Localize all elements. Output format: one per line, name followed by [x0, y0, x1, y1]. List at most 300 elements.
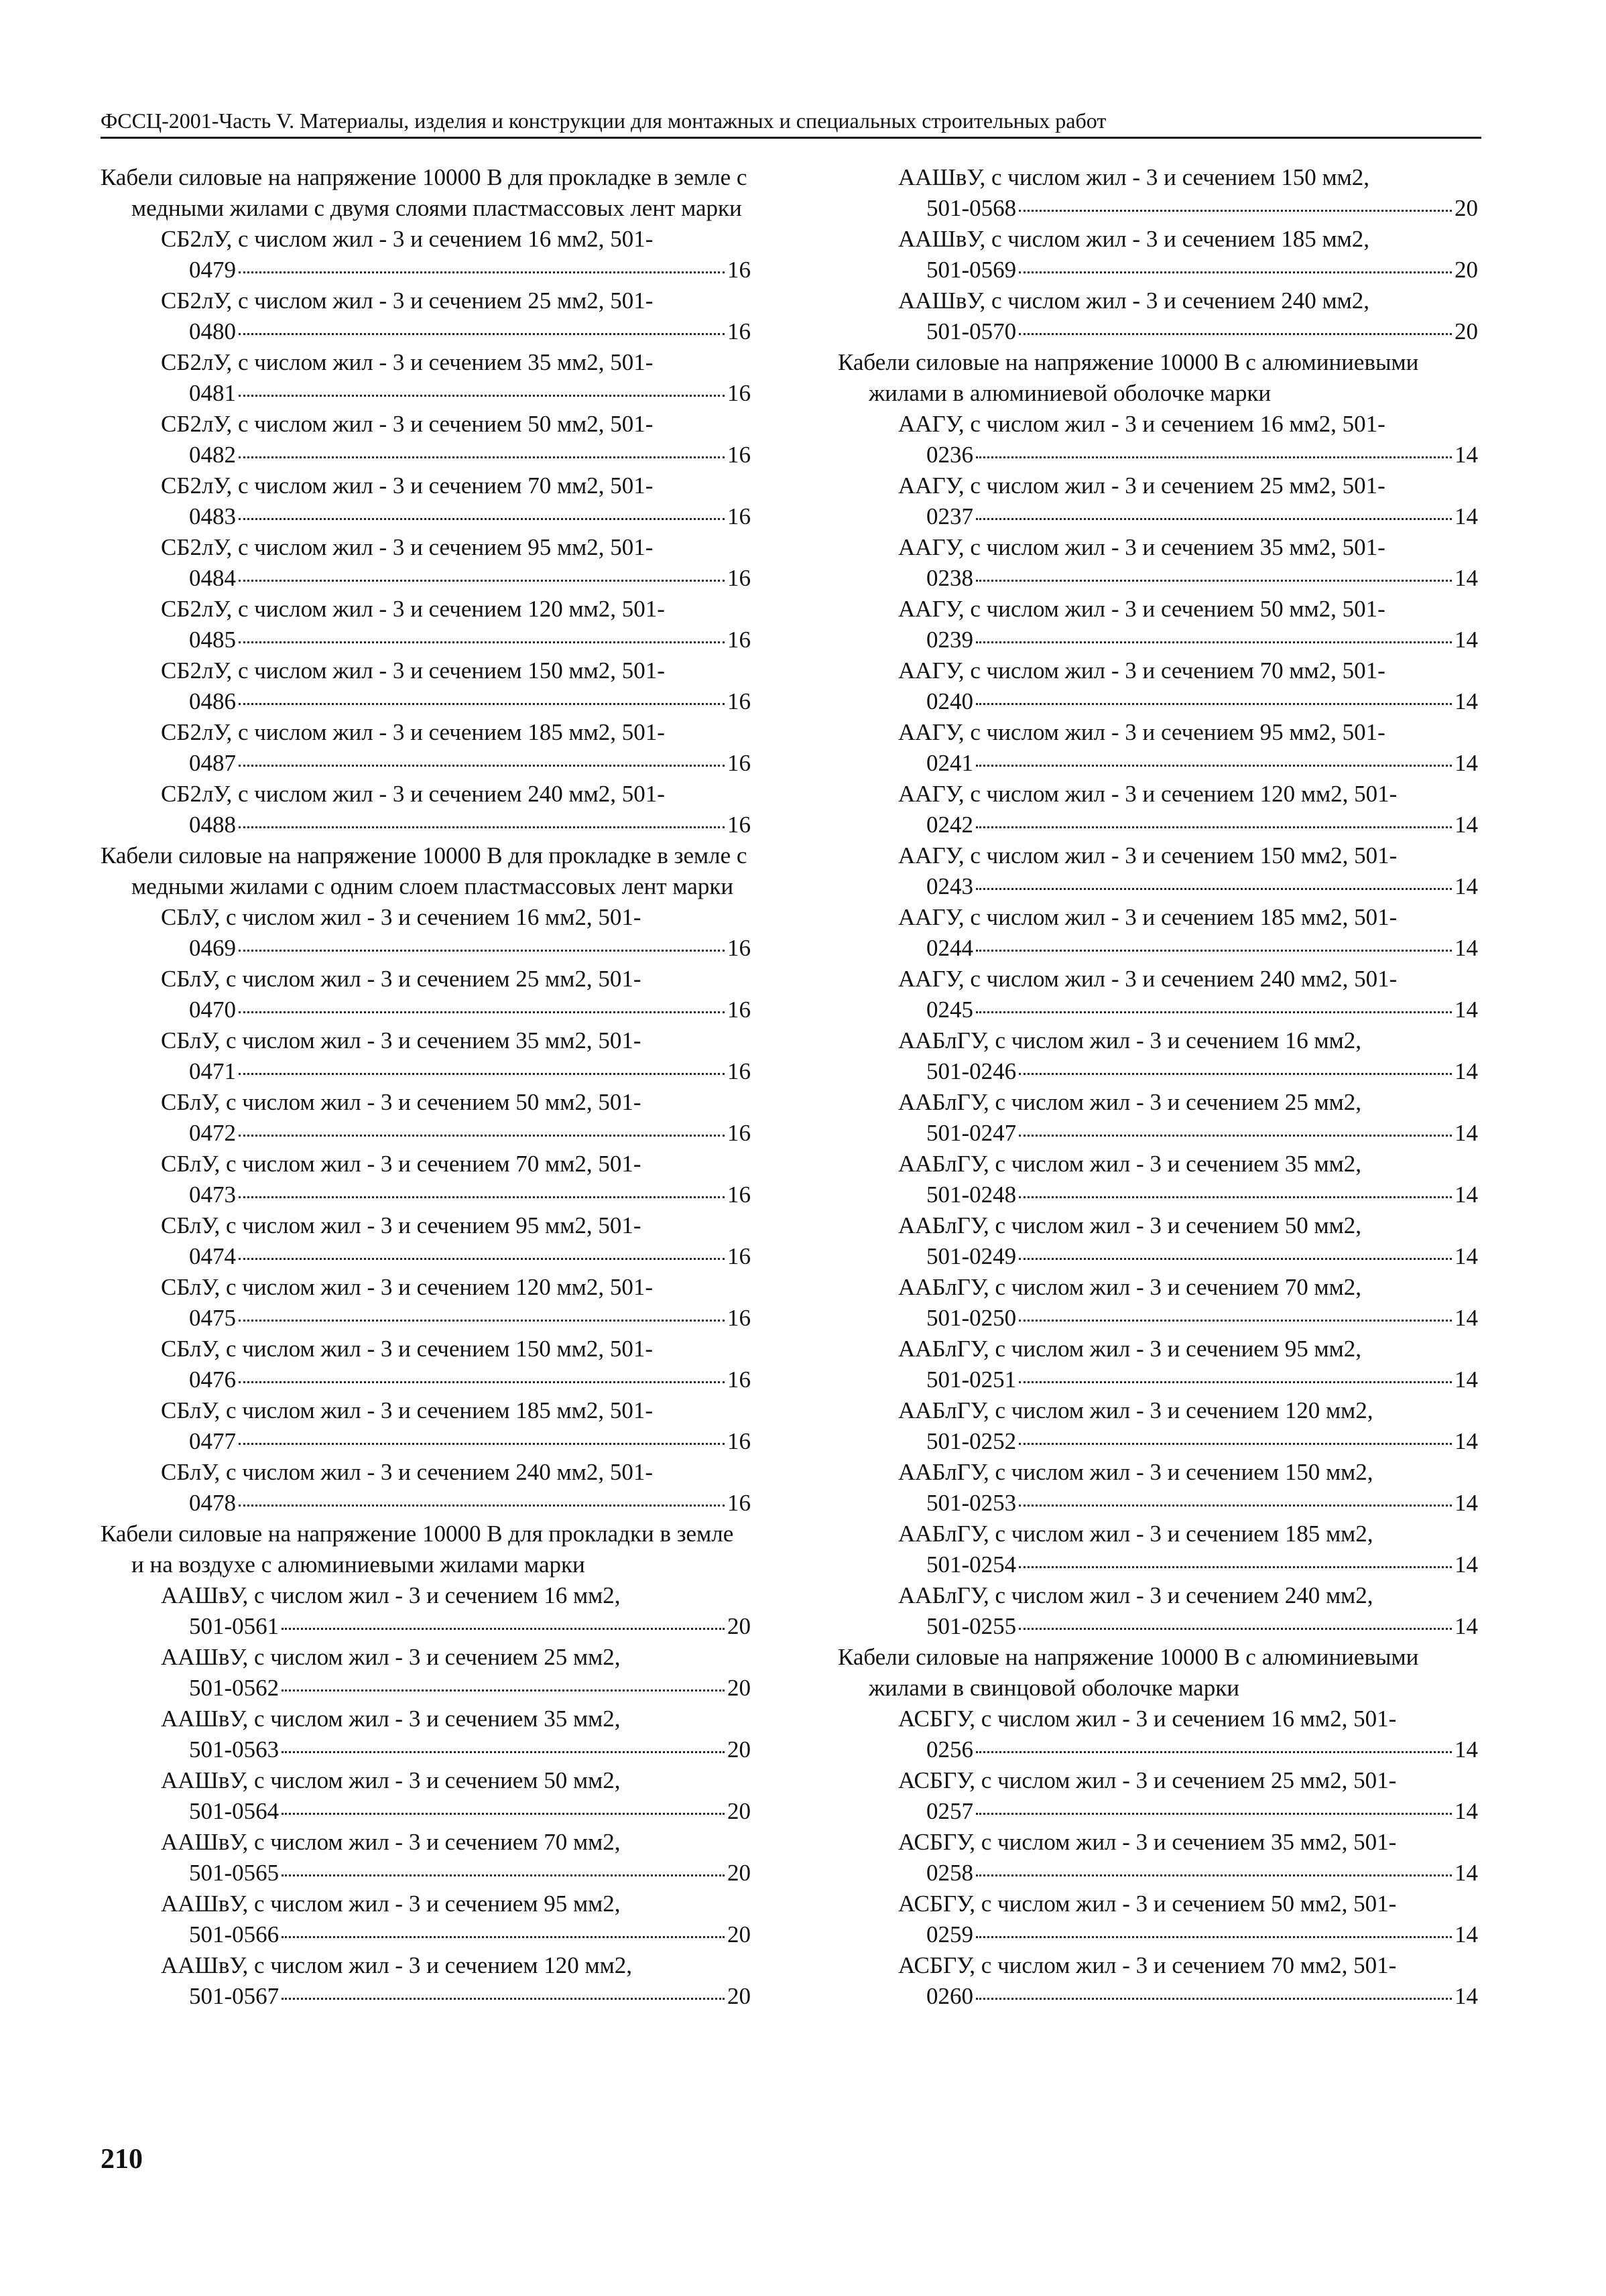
entry-code-line: [161, 810, 751, 840]
entry-code-line: [898, 563, 1478, 594]
entry-title: ААШвУ, с числом жил - 3 и сечением 70 мм2,: [161, 1829, 621, 1855]
index-entry: [838, 162, 1478, 224]
entry-code-line: [898, 193, 1478, 224]
index-entry: [838, 1950, 1478, 2012]
entry-title: АСБГУ, с числом жил - 3 и сечением 70 мм2, 501-: [898, 1952, 1397, 1978]
entry-page: 14: [1455, 503, 1478, 529]
dot-leader: [239, 1011, 725, 1013]
dot-leader: [1019, 1566, 1452, 1568]
entry-code: 0487: [189, 750, 236, 776]
entry-code-line: [161, 1241, 751, 1272]
entry-code: 501-0562: [189, 1675, 280, 1701]
entry-page: 20: [727, 1921, 751, 1948]
entry-code-line: [161, 1303, 751, 1334]
entry-title: ААШвУ, с числом жил - 3 и сечением 35 мм2,: [161, 1706, 621, 1732]
index-entry: [838, 655, 1478, 717]
entry-page: 16: [727, 1120, 751, 1146]
entry-code-line: [898, 1303, 1478, 1334]
entry-title: СБлУ, с числом жил - 3 и сечением 185 мм2, 501-: [161, 1397, 653, 1423]
index-entry: [101, 1087, 751, 1149]
entry-title: АСБГУ, с числом жил - 3 и сечением 16 мм2, 501-: [898, 1706, 1397, 1732]
entry-code-line: [161, 440, 751, 470]
entry-code: 0241: [926, 750, 973, 776]
dot-leader: [239, 1381, 725, 1383]
entry-code-line: [161, 995, 751, 1025]
entry-code: 501-0566: [189, 1921, 280, 1948]
entry-code-line: [161, 1118, 751, 1149]
entry-page: 20: [1455, 195, 1478, 221]
entry-title: ААБлГУ, с числом жил - 3 и сечением 70 мм2,: [898, 1274, 1362, 1300]
entry-code-line: [898, 1118, 1478, 1149]
entry-title: ААГУ, с числом жил - 3 и сечением 185 мм2, 501-: [898, 904, 1398, 930]
entry-code-line: [898, 1426, 1478, 1457]
entry-code: 0473: [189, 1182, 236, 1208]
entry-code: 0486: [189, 688, 236, 714]
entry-code: 0240: [926, 688, 973, 714]
entry-page: 14: [1455, 1305, 1478, 1331]
entry-code: 0482: [189, 442, 236, 468]
entry-page: 14: [1455, 1182, 1478, 1208]
entry-code: 0478: [189, 1490, 236, 1516]
entry-title: СБ2лУ, с числом жил - 3 и сечением 70 мм2, 501-: [161, 472, 654, 499]
entry-page: 16: [727, 1305, 751, 1331]
dot-leader: [976, 456, 1452, 458]
entry-page: 14: [1455, 1058, 1478, 1084]
dot-leader: [282, 1813, 725, 1815]
dot-leader: [239, 1443, 725, 1445]
index-group-heading: Кабели силовые на напряжение 10000 В с алюминиевыми жилами в алюминиевой оболочке марки: [838, 349, 1419, 406]
entry-title: ААГУ, с числом жил - 3 и сечением 25 мм2, 501-: [898, 472, 1385, 499]
entry-title: СБ2лУ, с числом жил - 3 и сечением 16 мм2, 501-: [161, 226, 654, 252]
index-entry: [838, 1395, 1478, 1457]
dot-leader: [976, 1874, 1452, 1876]
index-entry: [838, 1149, 1478, 1210]
entry-code: 0236: [926, 442, 973, 468]
entry-page: 14: [1455, 1860, 1478, 1886]
dot-leader: [1019, 1073, 1452, 1075]
index-entry: [838, 1580, 1478, 1642]
entry-page: 16: [727, 318, 751, 344]
entry-title: ААШвУ, с числом жил - 3 и сечением 120 мм2,: [161, 1952, 633, 1978]
entry-code: 501-0248: [926, 1182, 1017, 1208]
entry-title: ААШвУ, с числом жил - 3 и сечением 25 мм2,: [161, 1644, 621, 1670]
entry-page: 16: [727, 750, 751, 776]
entry-code: 501-0251: [926, 1366, 1017, 1393]
index-entry: [101, 1025, 751, 1087]
entry-code: 0479: [189, 257, 236, 283]
index-entry: [838, 1519, 1478, 1580]
entry-title: ААШвУ, с числом жил - 3 и сечением 95 мм2,: [161, 1891, 621, 1917]
entry-title: ААГУ, с числом жил - 3 и сечением 50 мм2, 501-: [898, 596, 1385, 622]
entry-code: 0470: [189, 997, 236, 1023]
entry-page: 14: [1455, 565, 1478, 591]
entry-code: 501-0255: [926, 1613, 1017, 1639]
entry-title: ААГУ, с числом жил - 3 и сечением 16 мм2, 501-: [898, 411, 1385, 437]
entry-page: 16: [727, 688, 751, 714]
entry-code-line: [898, 1241, 1478, 1272]
entry-code: 0483: [189, 503, 236, 529]
entry-code-line: [161, 1364, 751, 1395]
entry-code-line: [898, 501, 1478, 532]
entry-page: 14: [1455, 812, 1478, 838]
entry-title: СБлУ, с числом жил - 3 и сечением 150 мм2, 501-: [161, 1336, 653, 1362]
index-entry: [101, 594, 751, 655]
entry-page: 14: [1455, 1798, 1478, 1824]
index-entry: [101, 224, 751, 285]
entry-title: СБ2лУ, с числом жил - 3 и сечением 120 мм2, 501-: [161, 596, 665, 622]
entry-code: 0480: [189, 318, 236, 344]
entry-title: ААШвУ, с числом жил - 3 и сечением 16 мм2,: [161, 1582, 621, 1608]
entry-code: 501-0247: [926, 1120, 1017, 1146]
entry-code: 0477: [189, 1428, 236, 1454]
entry-page: 20: [727, 1613, 751, 1639]
entry-page: 14: [1455, 1243, 1478, 1269]
entry-code-line: [898, 995, 1478, 1025]
entry-code: 0237: [926, 503, 973, 529]
index-entry: [838, 779, 1478, 840]
entry-title: СБлУ, с числом жил - 3 и сечением 35 мм2, 501-: [161, 1027, 641, 1054]
entry-title: ААГУ, с числом жил - 3 и сечением 120 мм2, 501-: [898, 781, 1398, 807]
index-entry: [101, 1272, 751, 1334]
entry-code-line: [161, 1919, 751, 1950]
entry-code-line: [161, 316, 751, 347]
entry-code-line: [898, 933, 1478, 964]
dot-leader: [976, 950, 1452, 952]
entry-code-line: [898, 1981, 1478, 2012]
entry-page: 14: [1455, 1736, 1478, 1763]
entry-title: ААГУ, с числом жил - 3 и сечением 95 мм2, 501-: [898, 719, 1385, 745]
index-entry: [838, 532, 1478, 594]
entry-code: 501-0253: [926, 1490, 1017, 1516]
entry-code-line: [161, 933, 751, 964]
entry-code: 501-0246: [926, 1058, 1017, 1084]
entry-code: 0474: [189, 1243, 236, 1269]
entry-title: ААШвУ, с числом жил - 3 и сечением 185 мм2,: [898, 226, 1370, 252]
dot-leader: [239, 456, 725, 458]
entry-title: СБлУ, с числом жил - 3 и сечением 16 мм2, 501-: [161, 904, 641, 930]
entry-code-line: [161, 1056, 751, 1087]
index-entry: [838, 1827, 1478, 1889]
entry-code-line: [898, 440, 1478, 470]
entry-page: 20: [1455, 257, 1478, 283]
entry-title: СБ2лУ, с числом жил - 3 и сечением 35 мм2, 501-: [161, 349, 654, 375]
dot-leader: [976, 580, 1452, 582]
entry-page: 16: [727, 442, 751, 468]
entry-page: 16: [727, 503, 751, 529]
entry-code-line: [161, 1488, 751, 1519]
dot-leader: [1019, 271, 1452, 273]
index-entry: [101, 1827, 751, 1889]
entry-title: ААБлГУ, с числом жил - 3 и сечением 50 мм2,: [898, 1212, 1362, 1238]
entry-code-line: [161, 255, 751, 285]
entry-page: 20: [727, 1736, 751, 1763]
entry-code: 0471: [189, 1058, 236, 1084]
dot-leader: [239, 1258, 725, 1260]
entry-title: ААБлГУ, с числом жил - 3 и сечением 150 мм2,: [898, 1459, 1373, 1485]
index-entry: [101, 1889, 751, 1950]
entry-page: 14: [1455, 1490, 1478, 1516]
entry-code: 0484: [189, 565, 236, 591]
entry-page: 16: [727, 812, 751, 838]
entry-page: 20: [727, 1983, 751, 2009]
dot-leader: [976, 826, 1452, 828]
entry-code-line: [898, 1488, 1478, 1519]
entry-code-line: [898, 316, 1478, 347]
entry-code: 0258: [926, 1860, 973, 1886]
index-entry: [838, 1334, 1478, 1395]
dot-leader: [976, 1011, 1452, 1013]
entry-code-line: [161, 1858, 751, 1889]
entry-page: 14: [1455, 1366, 1478, 1393]
index-entry: [101, 717, 751, 779]
entry-page: 14: [1455, 1428, 1478, 1454]
entry-code: 0257: [926, 1798, 973, 1824]
entry-page: 16: [727, 1182, 751, 1208]
entry-page: 16: [727, 1243, 751, 1269]
index-entry: [101, 1950, 751, 2012]
dot-leader: [239, 1135, 725, 1137]
index-entry: [838, 1210, 1478, 1272]
entry-code: 501-0561: [189, 1613, 280, 1639]
entry-page: 14: [1455, 1613, 1478, 1639]
index-entry: [101, 1149, 751, 1210]
entry-title: ААГУ, с числом жил - 3 и сечением 240 мм2, 501-: [898, 966, 1398, 992]
entry-title: СБлУ, с числом жил - 3 и сечением 120 мм2, 501-: [161, 1274, 653, 1300]
dot-leader: [239, 333, 725, 335]
entry-page: 14: [1455, 1921, 1478, 1948]
entry-page: 16: [727, 1490, 751, 1516]
index-entry: [101, 1580, 751, 1642]
index-entry: [101, 1704, 751, 1765]
entry-code: 0488: [189, 812, 236, 838]
entry-code-line: [898, 1858, 1478, 1889]
dot-leader: [1019, 1381, 1452, 1383]
entry-page: 14: [1455, 627, 1478, 653]
dot-leader: [976, 641, 1452, 643]
entry-title: ААБлГУ, с числом жил - 3 и сечением 95 мм2,: [898, 1336, 1362, 1362]
entry-title: АСБГУ, с числом жил - 3 и сечением 35 мм2, 501-: [898, 1829, 1397, 1855]
index-entry: [101, 964, 751, 1025]
index-entry: [101, 779, 751, 840]
index-entry: [838, 1457, 1478, 1519]
index-column-right: [838, 162, 1478, 2012]
dot-leader: [976, 1936, 1452, 1938]
entry-title: ААШвУ, с числом жил - 3 и сечением 50 мм2,: [161, 1767, 621, 1793]
entry-code: 501-0565: [189, 1860, 280, 1886]
index-entry: [838, 285, 1478, 347]
entry-page: 16: [727, 1428, 751, 1454]
entry-page: 14: [1455, 1983, 1478, 2009]
entry-code-line: [898, 625, 1478, 655]
dot-leader: [1019, 1258, 1452, 1260]
entry-code-line: [161, 501, 751, 532]
index-entry: [838, 1025, 1478, 1087]
index-group-heading: Кабели силовые на напряжение 10000 В для прокладке в земле с медными жилами с двумя слоями пластмассовых лент марки: [101, 164, 747, 221]
entry-code-line: [898, 748, 1478, 779]
entry-page: 16: [727, 257, 751, 283]
entry-code-line: [161, 625, 751, 655]
entry-page: 20: [1455, 318, 1478, 344]
entry-code-line: [161, 748, 751, 779]
entry-code: 0242: [926, 812, 973, 838]
entry-code: 0243: [926, 873, 973, 899]
entry-code: 501-0569: [926, 257, 1017, 283]
dot-leader: [282, 1628, 725, 1630]
entry-code: 0238: [926, 565, 973, 591]
entry-code-line: [161, 686, 751, 717]
entry-page: 14: [1455, 442, 1478, 468]
index-entry: [838, 1765, 1478, 1827]
entry-title: ААГУ, с числом жил - 3 и сечением 35 мм2, 501-: [898, 534, 1385, 560]
index-entry: [101, 470, 751, 532]
dot-leader: [976, 1751, 1452, 1753]
entry-page: 14: [1455, 1551, 1478, 1578]
dot-leader: [239, 1073, 725, 1075]
entry-code-line: [898, 686, 1478, 717]
index-entry: [838, 224, 1478, 285]
entry-title: СБ2лУ, с числом жил - 3 и сечением 150 мм2, 501-: [161, 657, 665, 684]
entry-code-line: [161, 1796, 751, 1827]
entry-code: 501-0250: [926, 1305, 1017, 1331]
entry-code: 0472: [189, 1120, 236, 1146]
index-entry: [101, 285, 751, 347]
index-entry: [101, 1765, 751, 1827]
entry-code: 0469: [189, 935, 236, 961]
dot-leader: [239, 518, 725, 520]
entry-title: ААБлГУ, с числом жил - 3 и сечением 25 мм2,: [898, 1089, 1362, 1115]
entry-code-line: [898, 810, 1478, 840]
entry-page: 20: [727, 1798, 751, 1824]
index-entry: [101, 1395, 751, 1457]
entry-code: 501-0563: [189, 1736, 280, 1763]
entry-code-line: [898, 1179, 1478, 1210]
entry-page: 14: [1455, 935, 1478, 961]
dot-leader: [976, 518, 1452, 520]
dot-leader: [1019, 210, 1452, 212]
entry-code: 501-0570: [926, 318, 1017, 344]
entry-page: 16: [727, 380, 751, 406]
entry-code-line: [161, 563, 751, 594]
entry-code-line: [898, 1734, 1478, 1765]
dot-leader: [1019, 1628, 1452, 1630]
entry-code-line: [898, 1611, 1478, 1642]
dot-leader: [239, 580, 725, 582]
index-entry: [101, 902, 751, 964]
index-entry: [101, 1457, 751, 1519]
entry-title: ААБлГУ, с числом жил - 3 и сечением 240 мм2,: [898, 1582, 1373, 1608]
entry-title: СБлУ, с числом жил - 3 и сечением 95 мм2, 501-: [161, 1212, 641, 1238]
dot-leader: [282, 1874, 725, 1876]
entry-page: 14: [1455, 1120, 1478, 1146]
entry-code: 0256: [926, 1736, 973, 1763]
entry-title: ААШвУ, с числом жил - 3 и сечением 240 мм2,: [898, 288, 1370, 314]
index-entry: [101, 655, 751, 717]
dot-leader: [239, 641, 725, 643]
entry-code: 0260: [926, 1983, 973, 2009]
entry-code-line: [898, 255, 1478, 285]
dot-leader: [239, 1505, 725, 1507]
dot-leader: [976, 888, 1452, 890]
entry-code: 0239: [926, 627, 973, 653]
index-entry: [101, 347, 751, 409]
entry-code: 0476: [189, 1366, 236, 1393]
entry-code-line: [898, 1364, 1478, 1395]
entry-title: ААГУ, с числом жил - 3 и сечением 150 мм2, 501-: [898, 842, 1398, 869]
dot-leader: [282, 1936, 725, 1938]
entry-title: СБ2лУ, с числом жил - 3 и сечением 240 мм2, 501-: [161, 781, 665, 807]
index-entry: [838, 1889, 1478, 1950]
entry-code-line: [161, 1734, 751, 1765]
entry-page: 14: [1455, 688, 1478, 714]
entry-title: СБ2лУ, с числом жил - 3 и сечением 185 мм2, 501-: [161, 719, 665, 745]
entry-code-line: [161, 1611, 751, 1642]
entry-page: 16: [727, 565, 751, 591]
dot-leader: [282, 1689, 725, 1692]
entry-page: 20: [727, 1860, 751, 1886]
dot-leader: [282, 1998, 725, 2000]
entry-code: 501-0564: [189, 1798, 280, 1824]
dot-leader: [239, 826, 725, 828]
entry-code: 501-0567: [189, 1983, 280, 2009]
entry-page: 20: [727, 1675, 751, 1701]
dot-leader: [1019, 1135, 1452, 1137]
entry-title: ААШвУ, с числом жил - 3 и сечением 150 мм2,: [898, 164, 1370, 190]
entry-code: 0245: [926, 997, 973, 1023]
index-entry: [101, 1334, 751, 1395]
index-entry: [101, 1210, 751, 1272]
entry-code: 501-0252: [926, 1428, 1017, 1454]
entry-code: 0244: [926, 935, 973, 961]
index-entry: [838, 1704, 1478, 1765]
dot-leader: [976, 1998, 1452, 2000]
entry-title: ААБлГУ, с числом жил - 3 и сечением 16 мм2,: [898, 1027, 1362, 1054]
entry-page: 14: [1455, 750, 1478, 776]
entry-title: СБлУ, с числом жил - 3 и сечением 50 мм2, 501-: [161, 1089, 641, 1115]
dot-leader: [239, 703, 725, 705]
index-entry: [838, 594, 1478, 655]
entry-title: АСБГУ, с числом жил - 3 и сечением 50 мм2, 501-: [898, 1891, 1397, 1917]
entry-title: СБлУ, с числом жил - 3 и сечением 70 мм2, 501-: [161, 1151, 641, 1177]
entry-code: 501-0254: [926, 1551, 1017, 1578]
entry-page: 16: [727, 627, 751, 653]
dot-leader: [239, 950, 725, 952]
index-entry: [838, 717, 1478, 779]
entry-page: 14: [1455, 997, 1478, 1023]
dot-leader: [239, 765, 725, 767]
index-entry: [838, 902, 1478, 964]
index-entry: [838, 470, 1478, 532]
entry-title: ААБлГУ, с числом жил - 3 и сечением 120 мм2,: [898, 1397, 1373, 1423]
dot-leader: [1019, 1320, 1452, 1322]
index-entry: [838, 1087, 1478, 1149]
index-entry: [838, 1272, 1478, 1334]
entry-title: СБ2лУ, с числом жил - 3 и сечением 95 мм2, 501-: [161, 534, 654, 560]
entry-code-line: [898, 1796, 1478, 1827]
dot-leader: [239, 271, 725, 273]
entry-title: СБлУ, с числом жил - 3 и сечением 25 мм2, 501-: [161, 966, 641, 992]
entry-title: АСБГУ, с числом жил - 3 и сечением 25 мм2, 501-: [898, 1767, 1397, 1793]
entry-page: 16: [727, 935, 751, 961]
page-header: ФССЦ-2001-Часть V. Материалы, изделия и конструкции для монтажных и специальных строительных работ: [101, 107, 1481, 139]
dot-leader: [1019, 333, 1452, 335]
index-entry: [101, 409, 751, 470]
entry-code-line: [161, 1179, 751, 1210]
entry-code: 0485: [189, 627, 236, 653]
entry-title: СБлУ, с числом жил - 3 и сечением 240 мм2, 501-: [161, 1459, 653, 1485]
entry-code-line: [898, 871, 1478, 902]
index-entry: [101, 1642, 751, 1704]
index-entry: [838, 964, 1478, 1025]
